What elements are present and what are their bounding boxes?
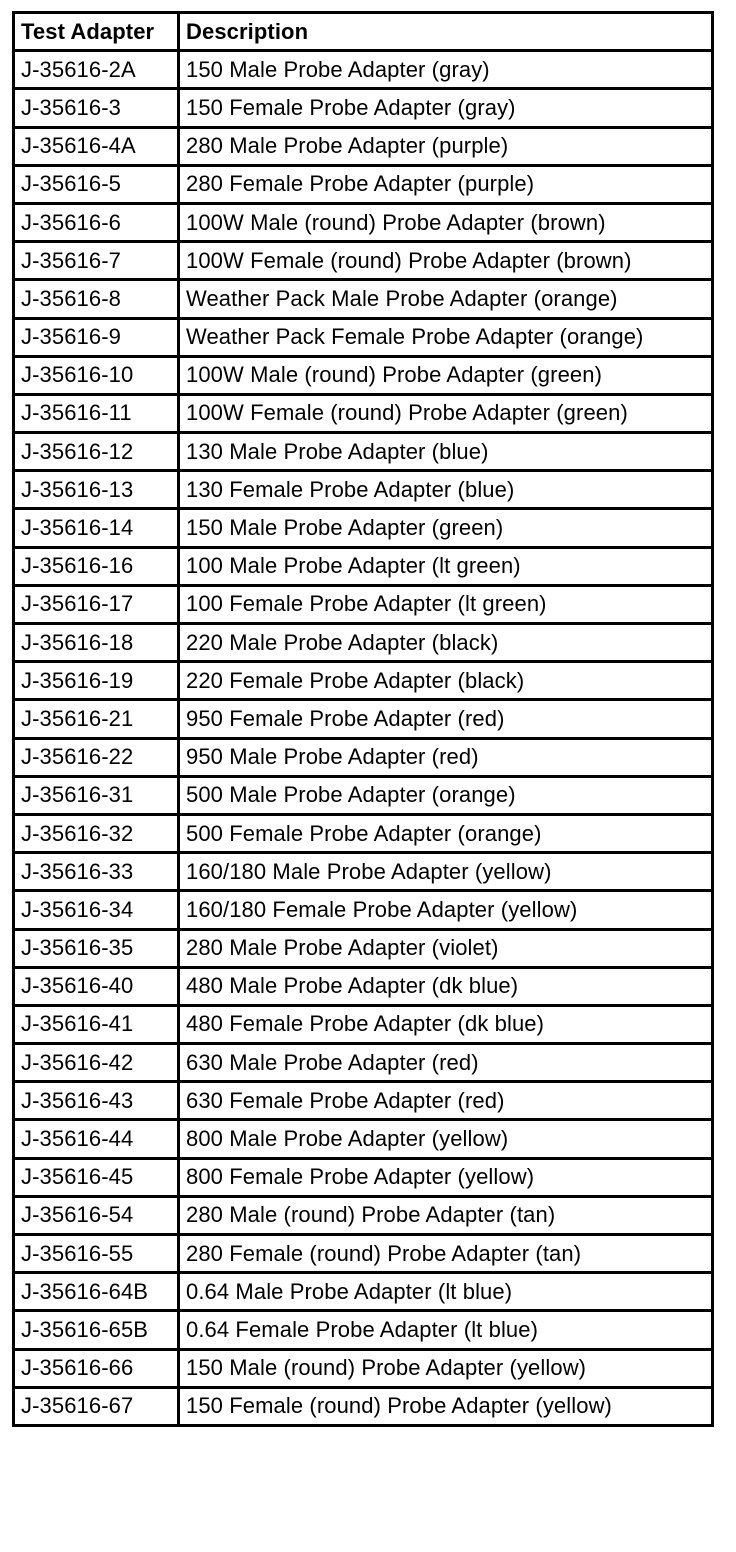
adapter-description: 150 Female Probe Adapter (gray) [179,89,713,127]
adapter-part-number: J-35616-55 [14,1235,179,1273]
table-row [14,1235,713,1273]
adapter-part-number: J-35616-7 [14,242,179,280]
adapter-part-number: J-35616-40 [14,967,179,1005]
adapter-description: 800 Male Probe Adapter (yellow) [179,1120,713,1158]
adapter-part-number: J-35616-44 [14,1120,179,1158]
table-row [14,356,713,394]
table-row [14,509,713,547]
table-row [14,814,713,852]
table-body [14,51,713,1426]
adapter-description: 280 Female (round) Probe Adapter (tan) [179,1235,713,1273]
adapter-part-number: J-35616-65B [14,1311,179,1349]
adapter-description: 630 Male Probe Adapter (red) [179,1044,713,1082]
table-row [14,242,713,280]
adapter-part-number: J-35616-14 [14,509,179,547]
adapter-description: 220 Male Probe Adapter (black) [179,624,713,662]
adapter-part-number: J-35616-10 [14,356,179,394]
column-header-description: Description [179,13,713,51]
table-row [14,1120,713,1158]
adapter-part-number: J-35616-67 [14,1387,179,1425]
table-row [14,1044,713,1082]
adapter-description: 160/180 Male Probe Adapter (yellow) [179,853,713,891]
adapter-part-number: J-35616-43 [14,1082,179,1120]
adapter-part-number: J-35616-32 [14,814,179,852]
adapter-part-number: J-35616-66 [14,1349,179,1387]
adapter-part-number: J-35616-31 [14,776,179,814]
table-row [14,89,713,127]
adapter-part-number: J-35616-5 [14,165,179,203]
table-row [14,1349,713,1387]
table-row [14,624,713,662]
table-row [14,891,713,929]
adapter-part-number: J-35616-16 [14,547,179,585]
adapter-part-number: J-35616-45 [14,1158,179,1196]
adapter-description: 150 Male (round) Probe Adapter (yellow) [179,1349,713,1387]
adapter-part-number: J-35616-9 [14,318,179,356]
adapter-description: 150 Female (round) Probe Adapter (yellow) [179,1387,713,1425]
table-row [14,471,713,509]
adapter-description: 630 Female Probe Adapter (red) [179,1082,713,1120]
table-row [14,853,713,891]
adapter-part-number: J-35616-21 [14,700,179,738]
table-row [14,394,713,432]
adapter-description: 150 Male Probe Adapter (green) [179,509,713,547]
adapter-part-number: J-35616-6 [14,203,179,241]
adapter-description: 160/180 Female Probe Adapter (yellow) [179,891,713,929]
adapter-description: 130 Female Probe Adapter (blue) [179,471,713,509]
adapter-description: 280 Male (round) Probe Adapter (tan) [179,1196,713,1234]
adapter-description: 800 Female Probe Adapter (yellow) [179,1158,713,1196]
table-row [14,1082,713,1120]
table-header [14,13,713,51]
table-row [14,967,713,1005]
adapter-part-number: J-35616-13 [14,471,179,509]
table-row [14,203,713,241]
column-header-test-adapter: Test Adapter [14,13,179,51]
adapter-part-number: J-35616-12 [14,433,179,471]
adapter-description: 0.64 Female Probe Adapter (lt blue) [179,1311,713,1349]
adapter-description: 100W Male (round) Probe Adapter (green) [179,356,713,394]
table-row [14,127,713,165]
adapter-part-number: J-35616-35 [14,929,179,967]
adapter-part-number: J-35616-2A [14,51,179,89]
table-row [14,776,713,814]
adapter-description: 100 Female Probe Adapter (lt green) [179,585,713,623]
table-row [14,738,713,776]
adapter-part-number: J-35616-3 [14,89,179,127]
adapter-part-number: J-35616-33 [14,853,179,891]
adapter-description: 280 Female Probe Adapter (purple) [179,165,713,203]
adapter-part-number: J-35616-17 [14,585,179,623]
adapter-description: Weather Pack Female Probe Adapter (orange) [179,318,713,356]
test-adapter-table [12,11,714,1427]
adapter-description: 150 Male Probe Adapter (gray) [179,51,713,89]
table-row [14,1196,713,1234]
header-row [14,13,713,51]
table-row [14,1158,713,1196]
adapter-description: 100W Female (round) Probe Adapter (green) [179,394,713,432]
table-row [14,165,713,203]
table-row [14,929,713,967]
table-row [14,1311,713,1349]
table-row [14,1273,713,1311]
table-row [14,585,713,623]
table-row [14,51,713,89]
adapter-description: 220 Female Probe Adapter (black) [179,662,713,700]
table-row [14,433,713,471]
table-row [14,1387,713,1425]
adapter-description: 480 Male Probe Adapter (dk blue) [179,967,713,1005]
adapter-part-number: J-35616-22 [14,738,179,776]
adapter-description: 0.64 Male Probe Adapter (lt blue) [179,1273,713,1311]
adapter-description: Weather Pack Male Probe Adapter (orange) [179,280,713,318]
table-row [14,280,713,318]
adapter-part-number: J-35616-41 [14,1005,179,1043]
adapter-part-number: J-35616-54 [14,1196,179,1234]
adapter-description: 100W Female (round) Probe Adapter (brown) [179,242,713,280]
adapter-part-number: J-35616-19 [14,662,179,700]
adapter-description: 950 Female Probe Adapter (red) [179,700,713,738]
table-row [14,662,713,700]
table-row [14,318,713,356]
adapter-part-number: J-35616-8 [14,280,179,318]
table-row [14,1005,713,1043]
adapter-description: 950 Male Probe Adapter (red) [179,738,713,776]
adapter-part-number: J-35616-42 [14,1044,179,1082]
adapter-description: 100 Male Probe Adapter (lt green) [179,547,713,585]
table-row [14,547,713,585]
adapter-part-number: J-35616-18 [14,624,179,662]
table-row [14,700,713,738]
adapter-description: 500 Male Probe Adapter (orange) [179,776,713,814]
adapter-part-number: J-35616-64B [14,1273,179,1311]
adapter-description: 280 Male Probe Adapter (purple) [179,127,713,165]
adapter-description: 500 Female Probe Adapter (orange) [179,814,713,852]
adapter-description: 280 Male Probe Adapter (violet) [179,929,713,967]
adapter-description: 130 Male Probe Adapter (blue) [179,433,713,471]
adapter-description: 100W Male (round) Probe Adapter (brown) [179,203,713,241]
adapter-part-number: J-35616-11 [14,394,179,432]
adapter-part-number: J-35616-34 [14,891,179,929]
adapter-part-number: J-35616-4A [14,127,179,165]
adapter-description: 480 Female Probe Adapter (dk blue) [179,1005,713,1043]
